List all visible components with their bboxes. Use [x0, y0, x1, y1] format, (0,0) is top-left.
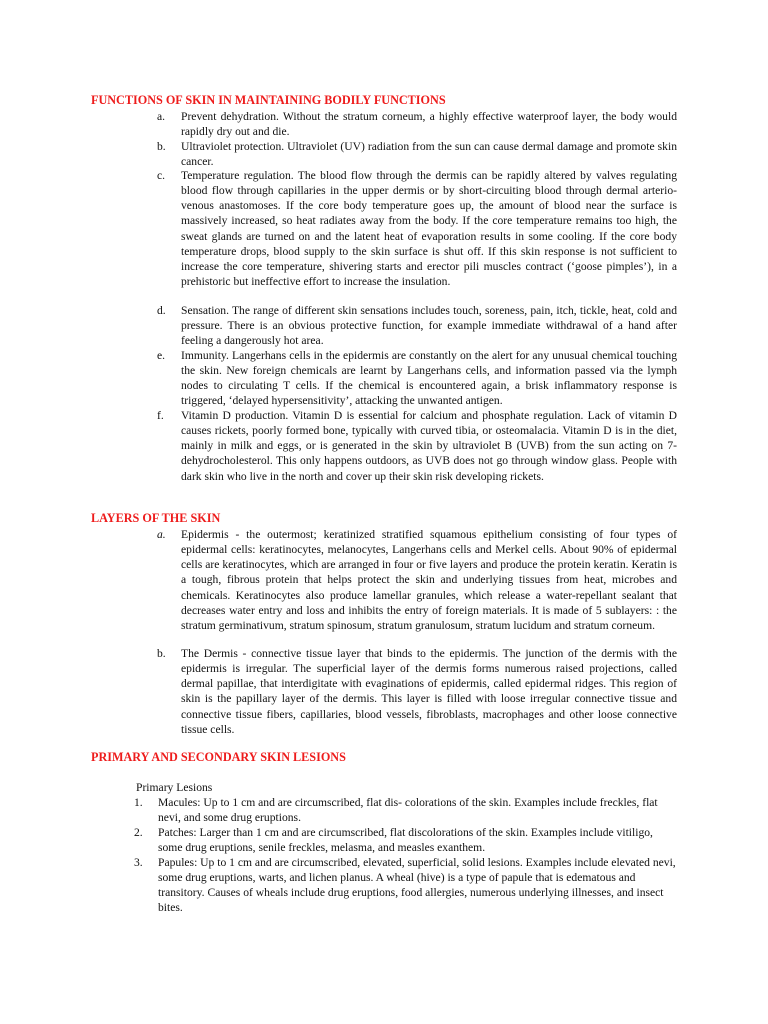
- list-marker: b.: [157, 647, 166, 660]
- list-marker: 1.: [134, 796, 143, 809]
- list-item: [157, 408, 677, 484]
- list-marker: a.: [157, 528, 166, 541]
- list-item: [134, 825, 678, 855]
- list-item: [157, 527, 677, 633]
- list-item: [157, 109, 677, 139]
- list-item-text: Temperature regulation. The blood flow through the dermis can be rapidly altered by valves regulating blood flow through capillaries in the upper dermis or by short-circuiting blood through dermal arterio-venous anastomoses. If the core body temperature goes up, the amount of blood near the surface is massively increased, so heat radiates away from the body. If the core temperature remains too high, the sweat glands are turned on and the latent heat of evaporation results in some cooling. If the core body temperature drops, blood supply to the skin surface is shut off. If this skin response is not sufficient to increase the core temperature, shivering starts and erector pili muscles contract (‘goose pimples’), in a prehistoric but ineffective effort to increase the insulation.: [181, 169, 677, 289]
- list-item: [157, 303, 677, 348]
- section-heading-lesions: PRIMARY AND SECONDARY SKIN LESIONS: [91, 750, 346, 764]
- list-item-text: Epidermis - the outermost; keratinized stratified squamous epithelium consisting of four types of epidermal cells: keratinocytes, melanocytes, Langerhans cells and Merkel cells. About 90% of epidermal cells are keratinocytes, which are arranged in four or five layers and produce the protein keratin. Keratin is a tough, fibrous protein that helps protect the skin and underlying tissues from heat, microbes and chemicals. Keratinocytes also produce lamellar granules, which release a water-repellant sealant that decreases water entry and loss and inhibits the entry of foreign materials. It is made of 5 sublayers: : the stratum germinativum, stratum spinosum, stratum granulosum, stratum lucidum and stratum corneum.: [181, 528, 677, 632]
- list-item-text: Papules: Up to 1 cm and are circumscribed, elevated, superficial, solid lesions. Examples include elevated nevi, some drug eruptions, warts, and lichen planus. A wheal (hive) is a type of papule that is edematous and transitory. Causes of wheals include drug eruptions, food allergies, numerous underlying illnesses, and insect bites.: [158, 856, 676, 915]
- list-item: [157, 646, 677, 737]
- list-item-text: The Dermis - connective tissue layer that binds to the epidermis. The junction of the dermis with the epidermis is irregular. The superficial layer of the dermis forms numerous raised projections, called dermal papillae, that interdigitate with evaginations of epidermis, called epidermal ridges. This region of skin is the papillary layer of the dermis. This layer is filled with loose irregular connective tissue and connective tissue fibers, capillaries, blood vessels, fibroblasts, macrophages and other loose connective tissue cells.: [181, 647, 677, 736]
- list-item-text: Macules: Up to 1 cm and are circumscribed, flat dis- colorations of the skin. Examples include freckles, flat nevi, and some drug eruptions.: [158, 796, 658, 825]
- list-marker: e.: [157, 349, 166, 362]
- list-item-text: Ultraviolet protection. Ultraviolet (UV) radiation from the sun can cause dermal damage and promote skin cancer.: [181, 140, 677, 169]
- section-heading-functions: FUNCTIONS OF SKIN IN MAINTAINING BODILY FUNCTIONS: [91, 93, 446, 107]
- section-heading-layers: LAYERS OF THE SKIN: [91, 511, 221, 525]
- list-item-text: Vitamin D production. Vitamin D is essential for calcium and phosphate regulation. Lack of vitamin D causes rickets, poorly formed bone, typically with curved tibia, or osteomalacia. Vitamin D is in the diet, mainly in milk and eggs, or is generated in the skin by ultraviolet B (UVB) from the sun acting on 7-dehydrocholesterol. This only happens outdoors, as UVB does not go through window glass. People with dark skin who live in the north and cover up their skin risk developing rickets.: [181, 409, 677, 483]
- list-item-text: Sensation. The range of different skin sensations includes touch, soreness, pain, itch, tickle, heat, cold and pressure. There is an obvious protective function, for example immediate withdrawal of a hand after feeling a dangerously hot area.: [181, 304, 677, 348]
- list-item: [134, 855, 678, 916]
- list-item: [157, 348, 677, 409]
- list-item: [157, 168, 677, 289]
- list-marker: f.: [157, 409, 164, 422]
- list-item-text: Prevent dehydration. Without the stratum corneum, a highly effective waterproof layer, the body would rapidly dry out and die.: [181, 110, 677, 139]
- list-item: [134, 795, 678, 825]
- list-item-text: Immunity. Langerhans cells in the epidermis are constantly on the alert for any unusual chemical touching the skin. New foreign chemicals are learnt by Langerhans cells, and information passed via the lymph nodes to circulating T cells. If the chemical is encountered again, a brisk inflammatory response is triggered, ‘delayed hypersensitivity’, attacking the unwanted antigen.: [181, 349, 677, 408]
- list-item: [157, 139, 677, 169]
- list-marker: b.: [157, 140, 166, 153]
- list-marker: a.: [157, 110, 166, 123]
- subheading-primary-lesions: Primary Lesions: [136, 781, 213, 794]
- list-marker: d.: [157, 304, 166, 317]
- list-item-text: Patches: Larger than 1 cm and are circumscribed, flat discolorations of the skin. Examples include vitiligo, some drug eruptions, senile freckles, melasma, and measles exanthem.: [158, 826, 653, 855]
- list-marker: 2.: [134, 826, 143, 839]
- list-marker: 3.: [134, 856, 143, 869]
- list-marker: c.: [157, 169, 166, 182]
